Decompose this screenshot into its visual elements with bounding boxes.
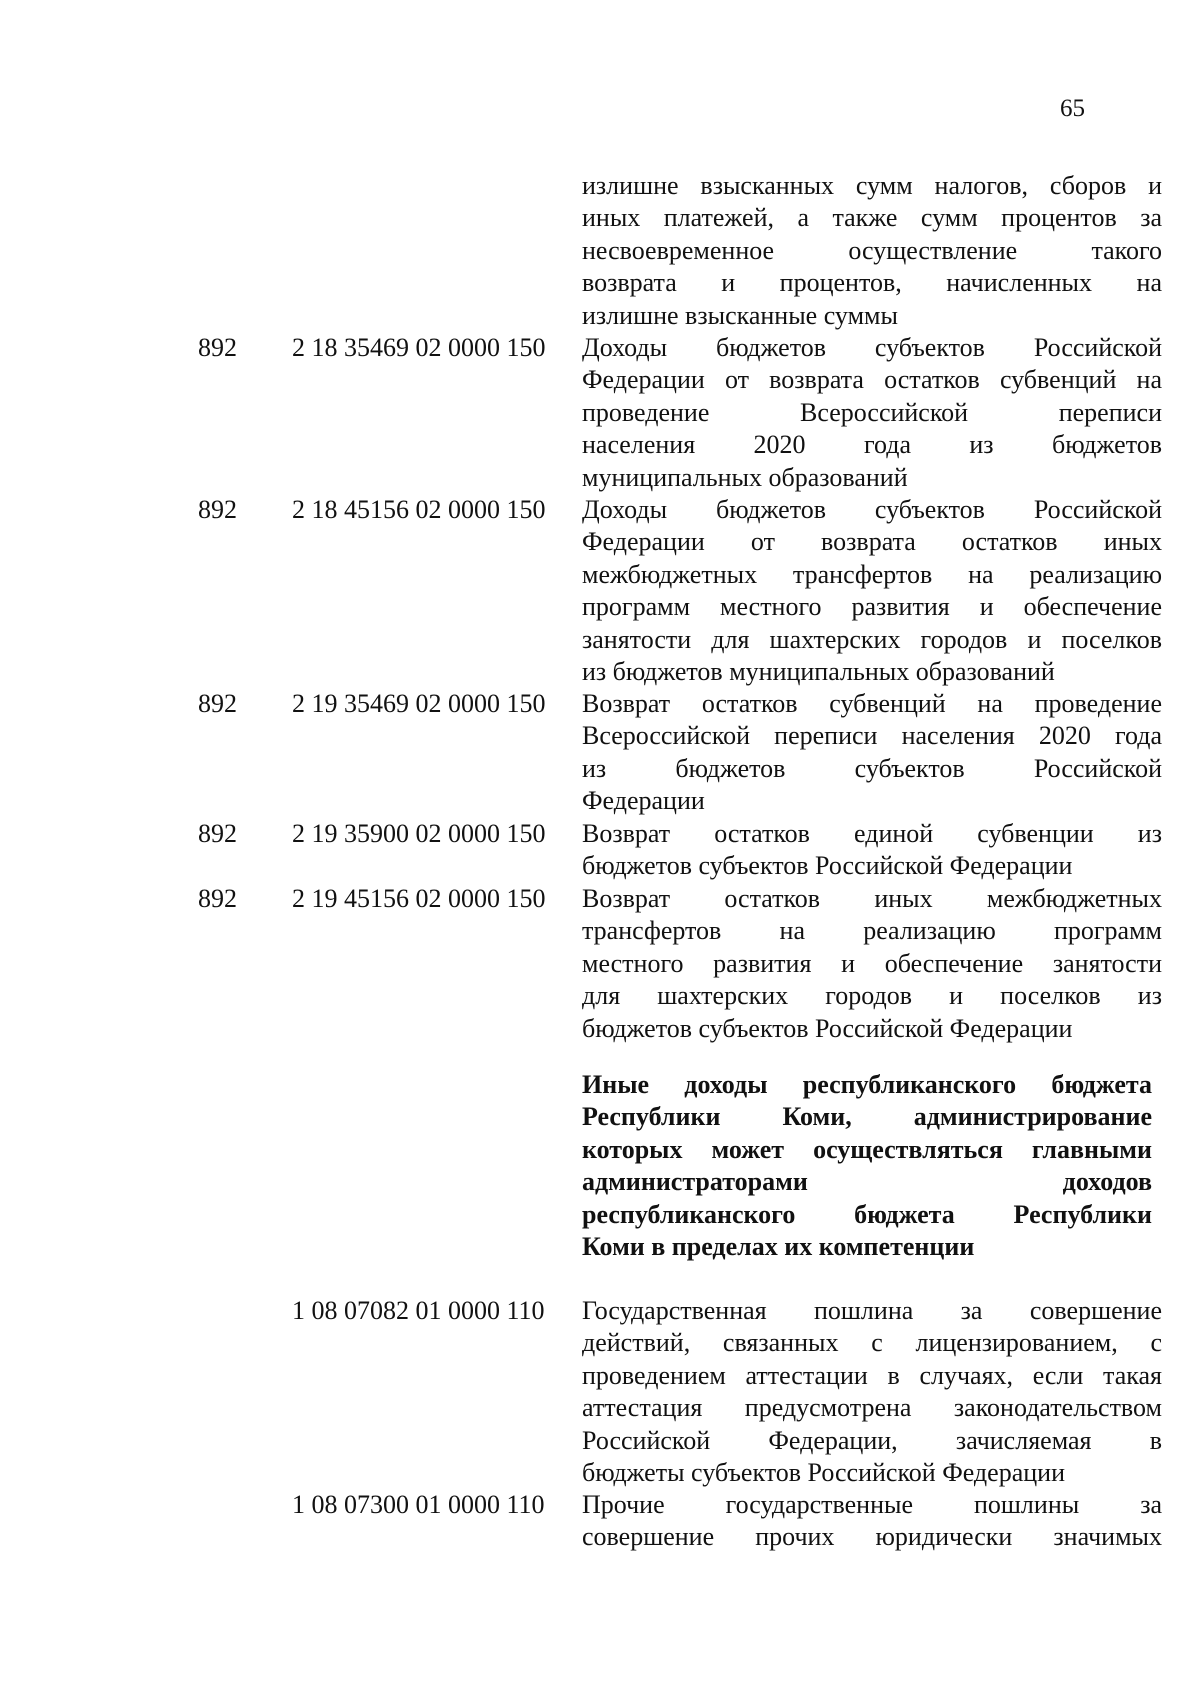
income-description [582, 494, 1162, 688]
description-line: Российской Федерации, зачисляемая в [582, 1425, 1162, 1455]
description-line: бюджетов субъектов Российской Федерации [582, 1013, 1073, 1043]
description-line: Всероссийской переписи населения 2020 года [582, 721, 1162, 751]
description-line: межбюджетных трансфертов на реализацию [582, 559, 1162, 589]
budget-classification-code: 2 19 45156 02 0000 150 [292, 884, 546, 913]
budget-classification-code: 1 08 07082 01 0000 110 [292, 1296, 545, 1325]
description-line: Возврат остатков единой субвенции из [582, 819, 1162, 848]
section-heading-line: администраторами доходов [582, 1167, 1152, 1197]
budget-classification-code: 2 19 35900 02 0000 150 [292, 819, 546, 848]
description-line: несвоевременное осуществление такого [582, 235, 1162, 265]
description-line: совершение прочих юридически значимых [582, 1522, 1162, 1552]
description-line: Прочие государственные пошлины за [582, 1490, 1162, 1519]
description-line: Федерации [582, 786, 705, 816]
section-heading-line: Коми в пределах их компетенции [582, 1232, 975, 1262]
income-description [582, 818, 1162, 883]
admin-code: 892 [198, 819, 237, 848]
description-line: Федерации от возврата остатков иных [582, 527, 1162, 557]
description-line: бюджеты субъектов Российской Федерации [582, 1458, 1065, 1488]
income-description [582, 688, 1162, 818]
description-line: аттестация предусмотрена законодательством [582, 1393, 1162, 1423]
description-line: бюджетов субъектов Российской Федерации [582, 851, 1073, 881]
description-line: Доходы бюджетов субъектов Российской [582, 333, 1162, 362]
description-line: Федерации от возврата остатков субвенций на [582, 365, 1162, 395]
description-line: Возврат остатков субвенций на проведение [582, 689, 1162, 718]
budget-classification-code: 2 18 45156 02 0000 150 [292, 495, 546, 524]
admin-code: 892 [198, 689, 237, 718]
budget-classification-code: 1 08 07300 01 0000 110 [292, 1490, 545, 1519]
description-line: действий, связанных с лицензированием, с [582, 1328, 1162, 1358]
section-heading-line: Республики Коми, администрирование [582, 1102, 1152, 1132]
description-line: занятости для шахтерских городов и поселков [582, 624, 1162, 654]
description-line: Доходы бюджетов субъектов Российской [582, 495, 1162, 524]
budget-classification-code: 2 19 35469 02 0000 150 [292, 689, 546, 718]
section-heading-line: республиканского бюджета Республики [582, 1199, 1152, 1229]
section-heading-line: Иные доходы республиканского бюджета [582, 1070, 1152, 1099]
page-number: 65 [1060, 95, 1085, 122]
description-line: излишне взысканных сумм налогов, сборов и [582, 171, 1162, 200]
description-line: иных платежей, а также сумм процентов за [582, 203, 1162, 233]
description-line: проведением аттестации в случаях, если такая [582, 1360, 1162, 1390]
description-line: местного развития и обеспечение занятости [582, 948, 1162, 978]
description-line: возврата и процентов, начисленных на [582, 268, 1162, 298]
admin-code: 892 [198, 495, 237, 524]
description-line: муниципальных образований [582, 462, 908, 492]
description-line: из бюджетов муниципальных образований [582, 657, 1055, 687]
description-line: излишне взысканные суммы [582, 300, 898, 330]
income-description [582, 332, 1162, 494]
admin-code: 892 [198, 333, 237, 362]
admin-code: 892 [198, 884, 237, 913]
continuation-description [582, 170, 1162, 332]
description-line: населения 2020 года из бюджетов [582, 430, 1162, 460]
description-line: проведение Всероссийской переписи [582, 397, 1162, 427]
income-description [582, 883, 1162, 1045]
description-line: Государственная пошлина за совершение [582, 1296, 1162, 1325]
income-description [582, 1295, 1162, 1489]
income-description [582, 1489, 1162, 1554]
section-heading [582, 1069, 1152, 1263]
budget-classification-code: 2 18 35469 02 0000 150 [292, 333, 546, 362]
section-heading-line: которых может осуществляться главными [582, 1134, 1152, 1164]
description-line: трансфертов на реализацию программ [582, 916, 1162, 946]
description-line: программ местного развития и обеспечение [582, 592, 1162, 622]
description-line: из бюджетов субъектов Российской [582, 753, 1162, 783]
description-line: Возврат остатков иных межбюджетных [582, 884, 1162, 913]
description-line: для шахтерских городов и поселков из [582, 981, 1162, 1011]
